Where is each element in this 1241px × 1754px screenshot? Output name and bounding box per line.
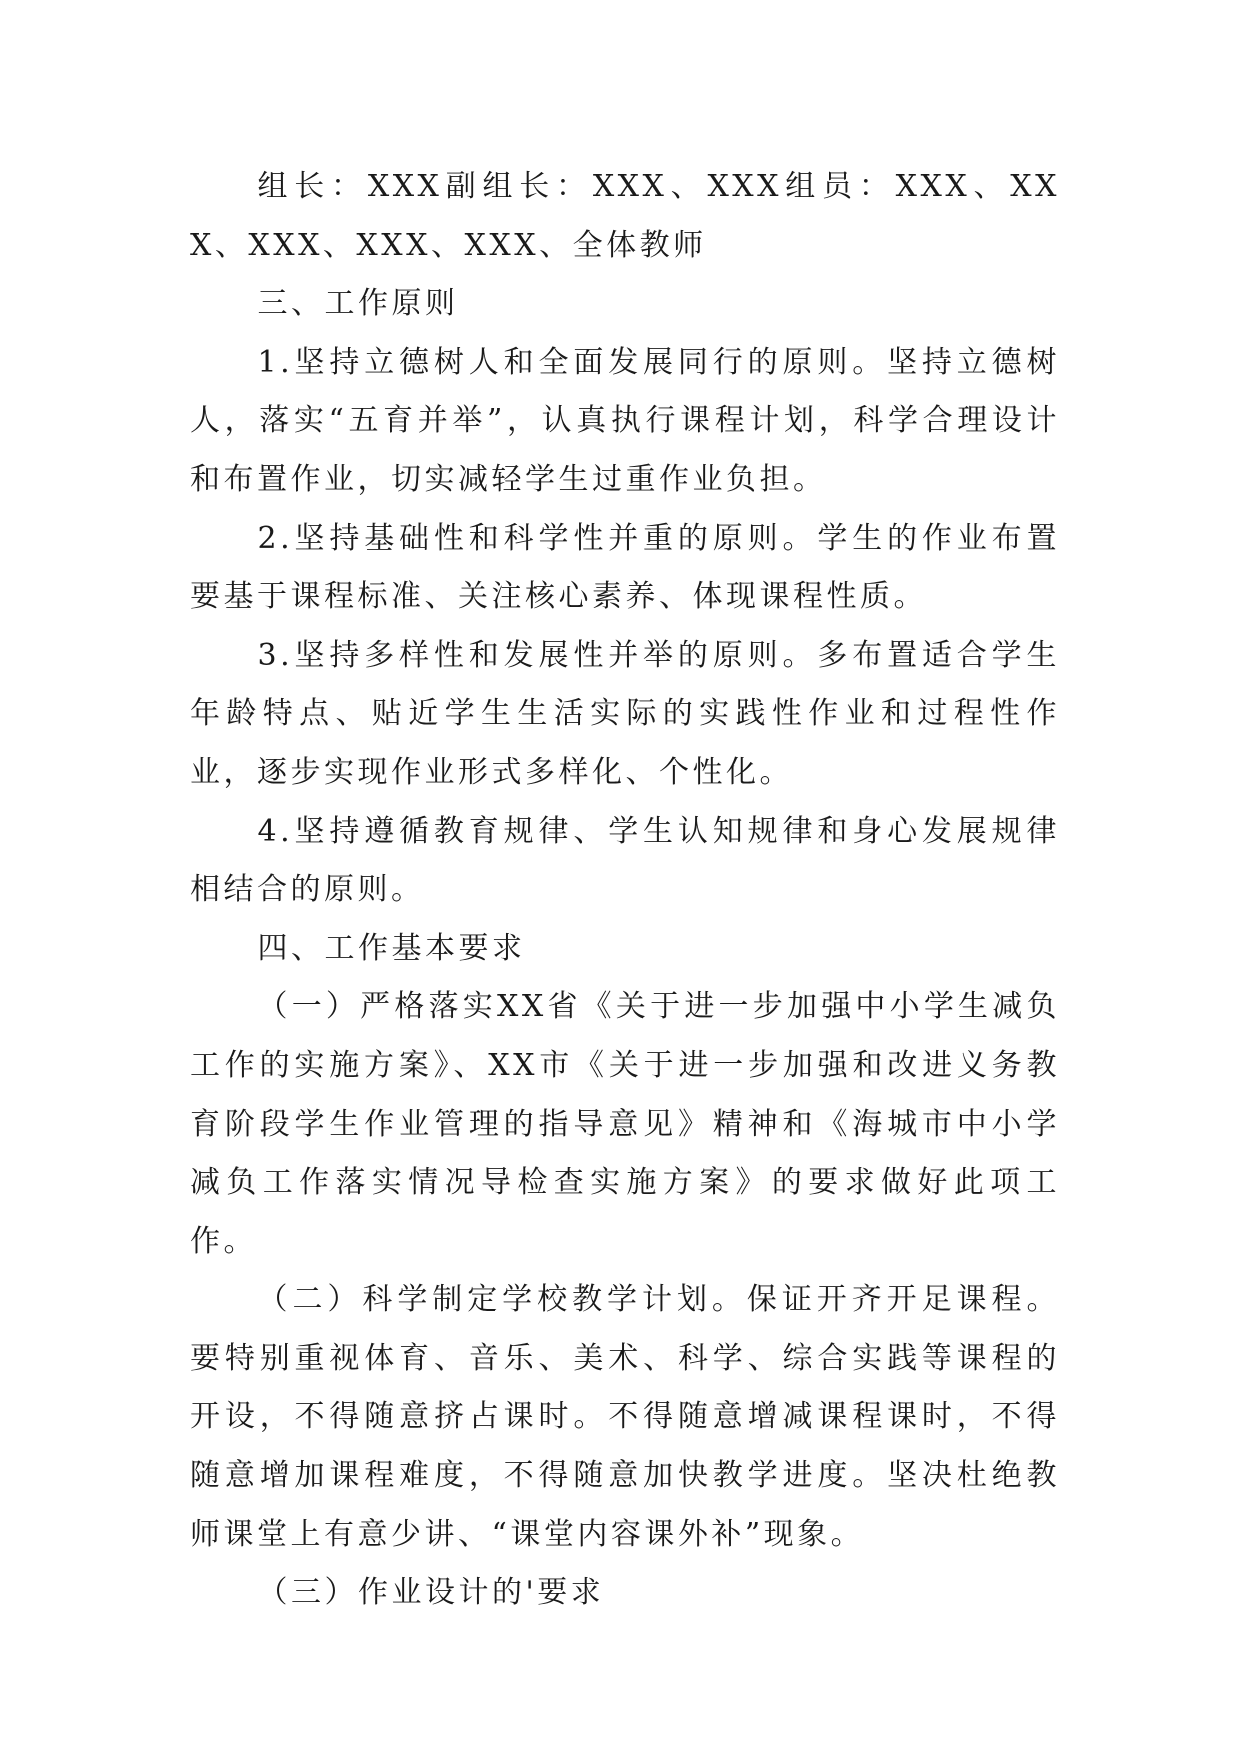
document-body xyxy=(190,158,1060,1623)
paragraph-principle-2: 2.坚持基础性和科学性并重的原则。学生的作业布置要基于课程标准、关注核心素养、体现课程性质。 xyxy=(190,520,1060,615)
heading-work-principles: 三、工作原则 xyxy=(257,286,459,322)
paragraph-requirement-2: （二）科学制定学校教学计划。保证开齐开足课程。要特别重视体育、音乐、美术、科学、综合实践等课程的开设，不得随意挤占课时。不得随意增减课程课时，不得随意增加课程难度，不得随意加快教学进度。坚决杜绝教师课堂上有意少讲、“课堂内容课外补”现象。 xyxy=(190,1282,1060,1552)
paragraph-team-members: 组长：XXX副组长：XXX、XXX组员：XXX、XXX、XXX、XXX、XXX、全体教师 xyxy=(190,169,1060,263)
paragraph-principle-4: 4.坚持遵循教育规律、学生认知规律和身心发展规律相结合的原则。 xyxy=(190,813,1060,908)
paragraph-requirement-3: （三）作业设计的'要求 xyxy=(257,1575,605,1611)
paragraph-principle-1: 1.坚持立德树人和全面发展同行的原则。坚持立德树人，落实“五育并举”，认真执行课程计划，科学合理设计和布置作业，切实减轻学生过重作业负担。 xyxy=(190,344,1060,497)
paragraph-requirement-1: （一）严格落实XX省《关于进一步加强中小学生减负工作的实施方案》、XX市《关于进一步加强和改进义务教育阶段学生作业管理的指导意见》精神和《海城市中小学减负工作落实情况导检查实施方案》的要求做好此项工作。 xyxy=(190,989,1060,1259)
paragraph-principle-3: 3.坚持多样性和发展性并举的原则。多布置适合学生年龄特点、贴近学生生活实际的实践性作业和过程性作业，逐步实现作业形式多样化、个性化。 xyxy=(190,637,1060,790)
heading-basic-requirements: 四、工作基本要求 xyxy=(257,930,526,966)
